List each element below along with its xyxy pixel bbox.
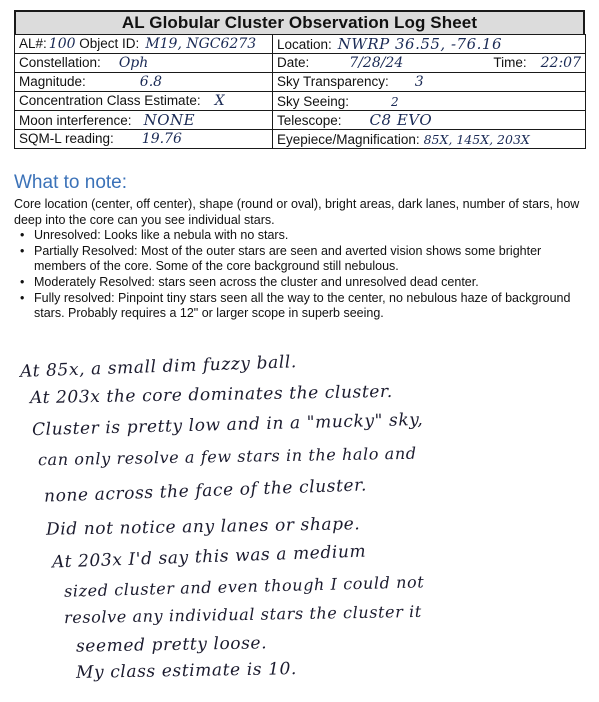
constellation-value[interactable]: Oph — [118, 55, 149, 71]
note-line: can only resolve a few stars in the halo and — [37, 443, 417, 470]
sky-seeing-label: Sky Seeing: — [277, 93, 350, 109]
eyepiece-cell — [273, 130, 586, 149]
table-row — [15, 130, 586, 149]
concentration-class-value[interactable]: X — [214, 93, 225, 109]
note-line: At 203x the core dominates the cluster. — [29, 381, 394, 409]
al-number-label: AL#: — [19, 36, 47, 51]
constellation-label: Constellation: — [19, 55, 101, 70]
note-line: At 203x I'd say this was a medium — [51, 541, 367, 573]
concentration-class-label: Concentration Class Estimate: — [19, 93, 201, 108]
telescope-label: Telescope: — [277, 113, 342, 128]
al-number-value[interactable]: 100 — [48, 36, 76, 52]
resolution-list — [14, 228, 586, 322]
magnitude-cell — [15, 73, 273, 92]
sqm-reading-cell — [15, 130, 273, 149]
note-line: none across the face of the cluster. — [43, 475, 368, 507]
time-value[interactable]: 22:07 — [540, 55, 581, 71]
note-line: Did not notice any lanes or shape. — [45, 514, 361, 540]
date-label: Date: — [277, 55, 310, 70]
moon-interference-value[interactable]: NONE — [143, 111, 196, 129]
note-line: resolve any individual stars the cluster it — [63, 601, 422, 628]
instructions-intro: Core location (center, off center), shape (round or oval), bright areas, dark lanes, number of stars, how deep into the core can you see individual stars. — [14, 197, 580, 227]
moon-interference-cell — [15, 111, 273, 130]
telescope-value[interactable]: C8 EVO — [369, 111, 433, 129]
table-row — [15, 111, 586, 130]
list-item: • Moderately Resolved: stars seen across the cluster and unresolved dead center. — [32, 275, 586, 291]
time-group — [493, 54, 581, 72]
table-row — [15, 54, 586, 73]
note-line: seemed pretty loose. — [75, 633, 268, 657]
table-row — [15, 35, 586, 54]
table-row — [15, 73, 586, 92]
sheet-title: AL Globular Cluster Observation Log Sheet — [14, 10, 585, 34]
object-id-label: Object ID: — [79, 36, 140, 51]
observation-fields-table — [14, 34, 586, 149]
note-line: At 85x, a small dim fuzzy ball. — [19, 352, 298, 382]
magnitude-label: Magnitude: — [19, 74, 86, 89]
date-value[interactable]: 7/28/24 — [349, 55, 404, 71]
table-row — [15, 92, 586, 111]
list-item: • Unresolved: Looks like a nebula with no stars. — [32, 228, 586, 244]
sky-seeing-cell — [273, 92, 586, 111]
date-time-cell — [273, 54, 586, 73]
what-to-note-heading: What to note: — [14, 172, 128, 193]
sky-transparency-cell — [273, 73, 586, 92]
concentration-class-cell — [15, 92, 273, 111]
location-value[interactable]: NWRP 36.55, -76.16 — [337, 35, 502, 53]
sky-transparency-label: Sky Transparency: — [277, 74, 389, 89]
sqm-reading-value[interactable]: 19.76 — [141, 131, 182, 147]
sky-seeing-value[interactable]: 2 — [391, 94, 399, 109]
sqm-reading-label: SQM-L reading: — [19, 131, 114, 146]
object-id-value[interactable]: M19, NGC6273 — [145, 36, 257, 52]
constellation-cell — [15, 54, 273, 73]
al-object-cell — [15, 35, 273, 54]
location-label: Location: — [277, 37, 332, 52]
note-line: My class estimate is 10. — [75, 659, 298, 683]
eyepiece-label: Eyepiece/Magnification: — [277, 131, 420, 147]
sky-transparency-value[interactable]: 3 — [414, 74, 424, 90]
eyepiece-value[interactable]: 85X, 145X, 203X — [423, 131, 530, 147]
log-sheet — [14, 10, 585, 149]
location-cell — [273, 35, 586, 54]
time-label: Time: — [493, 55, 527, 70]
list-item: • Partially Resolved: Most of the outer stars are seen and averted vision shows some brighter members of the core. Some of the core background still nebulous. — [32, 244, 586, 275]
note-line: sized cluster and even though I could not — [63, 572, 425, 601]
moon-interference-label: Moon interference: — [19, 113, 132, 128]
note-line: Cluster is pretty low and in a "mucky" sky, — [31, 409, 424, 441]
instructions-block — [14, 197, 586, 322]
magnitude-value[interactable]: 6.8 — [139, 74, 163, 90]
telescope-cell — [273, 111, 586, 130]
list-item: • Fully resolved: Pinpoint tiny stars seen all the way to the center, no nebulous haze of background stars. Probably requires a 12" or larger scope in superb seeing. — [32, 291, 586, 322]
